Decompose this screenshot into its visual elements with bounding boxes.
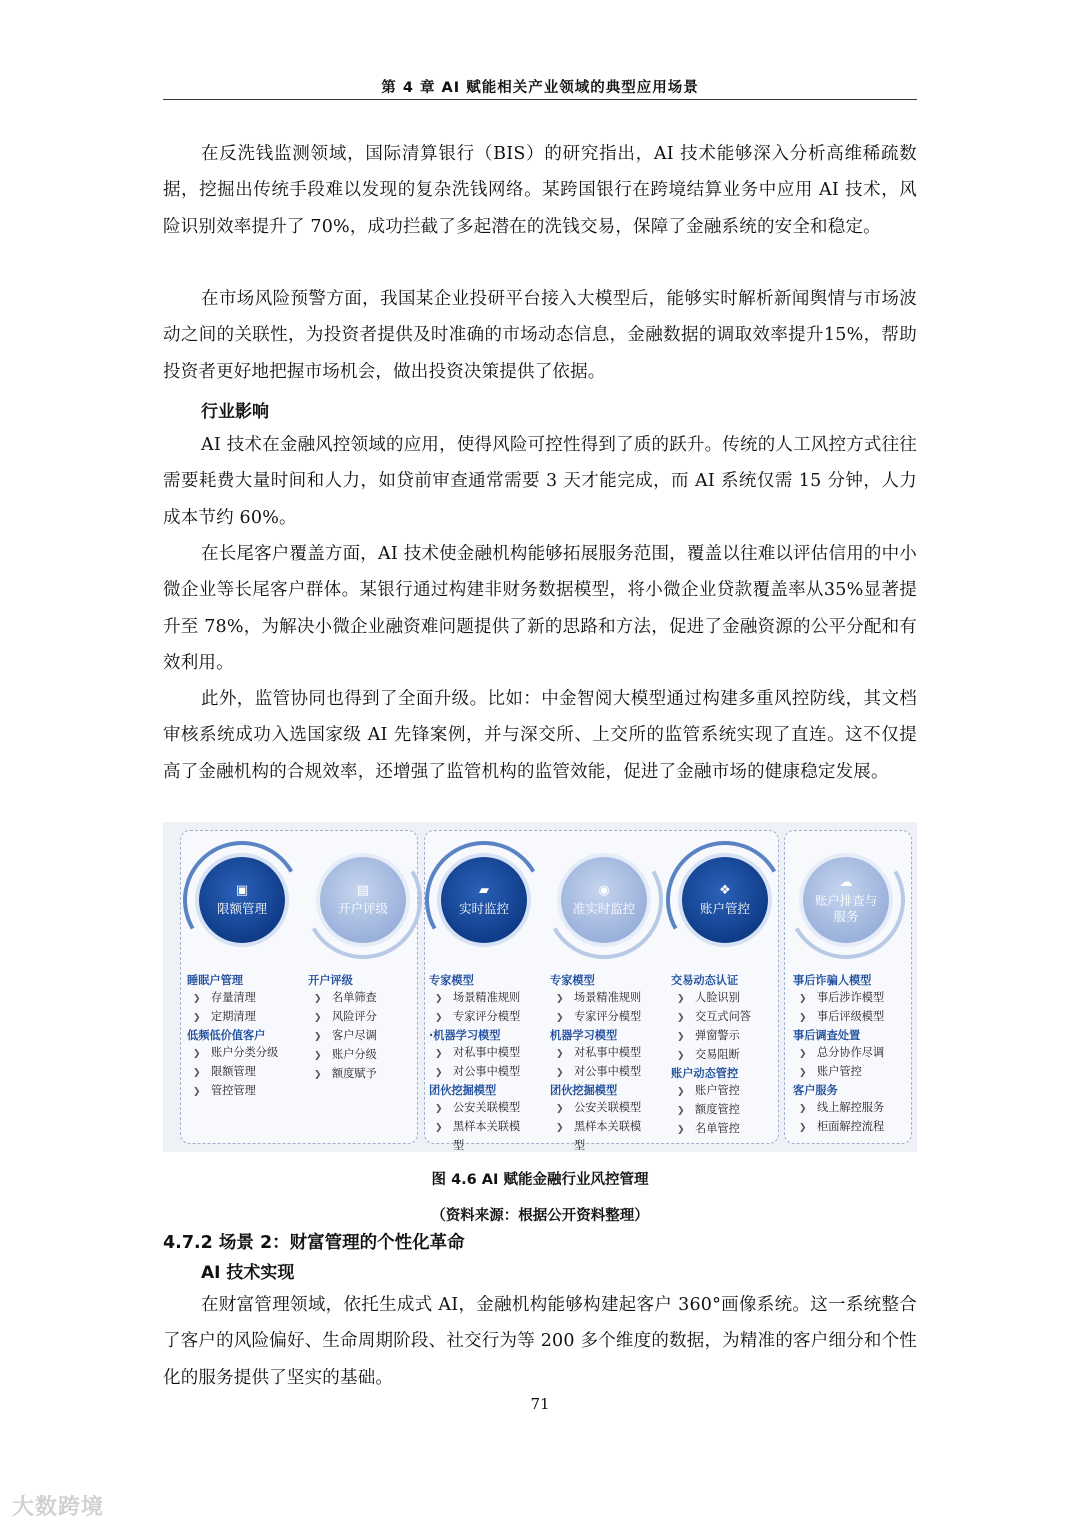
list-item [793, 1099, 884, 1118]
chevron-right-icon: ❯ [314, 994, 322, 1004]
chevron-right-icon: ❯ [677, 994, 685, 1004]
list-item-text: 额度赋予 [332, 1067, 377, 1080]
chevron-right-icon: ❯ [677, 1032, 685, 1042]
chevron-right-icon: ❯ [435, 994, 443, 1004]
chevron-right-icon: ❯ [193, 1087, 201, 1097]
page-number: 71 [530, 1395, 550, 1413]
list-item-text: 黑样本关联模 [453, 1120, 521, 1133]
list-item [550, 989, 641, 1008]
list-item [308, 1046, 377, 1065]
list-item [187, 989, 278, 1008]
group-title: 低频低价值客户 [187, 1029, 266, 1042]
chevron-right-icon: ❯ [799, 1123, 807, 1133]
node-label: 实时监控 [458, 900, 509, 916]
list-item-text: 账户分类分级 [211, 1046, 279, 1059]
list-item [793, 1063, 884, 1082]
list-item [429, 1118, 520, 1137]
node-label: 开户评级 [337, 900, 388, 916]
users-icon: ◉ [598, 882, 610, 898]
chevron-right-icon: ❯ [193, 1013, 201, 1023]
group-title: 客户服务 [793, 1084, 838, 1097]
subhead-industry-impact: 行业影响 [201, 402, 269, 422]
risk-control-figure [163, 822, 917, 1152]
list-item [671, 1027, 751, 1046]
list-item-text: 柜面解控流程 [817, 1120, 885, 1133]
list-item-text: 事后涉诈模型 [817, 991, 885, 1004]
list-item-text: 交易阻断 [695, 1048, 740, 1061]
list-item-text: 人脸识别 [695, 991, 740, 1004]
list-item [429, 989, 520, 1008]
list-item-text: 场景精准规则 [453, 991, 521, 1004]
chevron-right-icon: ❯ [435, 1123, 443, 1133]
list-item-text: 账户管控 [817, 1065, 862, 1078]
list-item-text: 对公事中模型 [574, 1065, 642, 1078]
chevron-right-icon: ❯ [677, 1106, 685, 1116]
chevron-right-icon: ❯ [556, 1013, 564, 1023]
list-item-text: 对私事中模型 [574, 1046, 642, 1059]
group-title: 事后调查处置 [793, 1029, 861, 1042]
node-label: 准实时监控 [572, 900, 636, 916]
list-item [671, 1082, 751, 1101]
folder-icon: ▰ [479, 882, 489, 898]
chevron-right-icon: ❯ [799, 1068, 807, 1078]
chevron-right-icon: ❯ [314, 1013, 322, 1023]
list-item [187, 1082, 278, 1101]
paragraph-aml: 在反洗钱监测领域，国际清算银行（BIS）的研究指出，AI 技术能够深入分析高维稀疏数据，挖掘出传统手段难以发现的复杂洗钱网络。某跨国银行在跨境结算业务中应用 AI 技术，风险识别效率提升了 70%，成功拦截了多起潜在的洗钱交易，保障了金融系统的安全和稳定。 [163, 144, 917, 237]
process-node [199, 857, 285, 943]
process-node [441, 857, 527, 943]
figure-column [187, 972, 278, 1101]
list-item [429, 1008, 520, 1027]
chevron-right-icon: ❯ [556, 1068, 564, 1078]
node-label: 账户排查与服务 [814, 892, 878, 924]
section-title: 4.7.2 场景 2：财富管理的个性化革命 [163, 1233, 465, 1253]
group-title: 开户评级 [308, 974, 353, 987]
list-item [429, 1044, 520, 1063]
list-item-text: 名单筛查 [332, 991, 377, 1004]
list-item [793, 1118, 884, 1137]
watermark: 大数跨境 [12, 1495, 105, 1520]
list-item [187, 1044, 278, 1063]
node-label: 限额管理 [216, 900, 267, 916]
group-title: 交易动态认证 [671, 974, 739, 987]
group-title: 账户动态管控 [671, 1067, 739, 1080]
list-item-text: 场景精准规则 [574, 991, 642, 1004]
paragraph-long-tail: 在长尾客户覆盖方面，AI 技术使金融机构能够拓展服务范围，覆盖以往难以评估信用的中小微企业等长尾客户群体。某银行通过构建非财务数据模型，将小微企业贷款覆盖率从35%显著提升至 78%，为解决小微企业融资难问题提供了新的思路和方法，促进了金融资源的公平分配和有效利用。 [163, 544, 918, 674]
list-item-text: 账户分级 [332, 1048, 377, 1061]
document-icon: ▤ [356, 882, 370, 898]
figure-column [671, 972, 751, 1139]
cloud-icon: ☁ [839, 874, 853, 890]
paragraph-regulation: 此外，监管协同也得到了全面升级。比如：中金智阅大模型通过构建多重风控防线，其文档审核系统成功入选国家级 AI 先锋案例，并与深交所、上交所的监管系统实现了直连。这不仅提高了金融机构的合规效率，还增强了监管机构的监管效能，促进了金融市场的健康稳定发展。 [163, 689, 917, 782]
chevron-right-icon: ❯ [556, 1123, 564, 1133]
chevron-right-icon: ❯ [677, 1051, 685, 1061]
figure-column [793, 972, 884, 1137]
process-node [682, 857, 768, 943]
group-title: 机器学习模型 [550, 1029, 618, 1042]
chevron-right-icon: ❯ [677, 1125, 685, 1135]
list-item-text: 账户管控 [695, 1084, 740, 1097]
chevron-right-icon: ❯ [193, 1068, 201, 1078]
list-item [793, 1044, 884, 1063]
group-title: ·机器学习模型 [429, 1029, 501, 1042]
chevron-right-icon: ❯ [556, 994, 564, 1004]
chevron-right-icon: ❯ [435, 1104, 443, 1114]
subhead-ai-implementation: AI 技术实现 [201, 1263, 295, 1283]
group-title: 睡眠户管理 [187, 974, 243, 987]
list-item-text: 对公事中模型 [453, 1065, 521, 1078]
list-item [550, 1118, 641, 1137]
list-item-text: 定期清理 [211, 1010, 256, 1023]
list-item [308, 1008, 377, 1027]
process-node [803, 857, 889, 943]
chevron-right-icon: ❯ [193, 994, 201, 1004]
figure-column [429, 972, 520, 1154]
chevron-right-icon: ❯ [677, 1013, 685, 1023]
list-item-text: 专家评分模型 [574, 1010, 642, 1023]
chevron-right-icon: ❯ [799, 994, 807, 1004]
chevron-right-icon: ❯ [435, 1068, 443, 1078]
group-title: 团伙挖掘模型 [429, 1084, 497, 1097]
list-item-text: 限额管理 [211, 1065, 256, 1078]
list-item [671, 1008, 751, 1027]
list-item [308, 1027, 377, 1046]
list-item [550, 1099, 641, 1118]
list-item-text: 公安关联模型 [574, 1101, 642, 1114]
list-item [187, 1063, 278, 1082]
list-item [308, 989, 377, 1008]
chevron-right-icon: ❯ [435, 1049, 443, 1059]
chevron-right-icon: ❯ [314, 1032, 322, 1042]
list-item [793, 1008, 884, 1027]
chevron-right-icon: ❯ [799, 1049, 807, 1059]
paragraph-risk-control: AI 技术在金融风控领域的应用，使得风险可控性得到了质的跃升。传统的人工风控方式往往需要耗费大量时间和人力，如贷前审查通常需要 3 天才能完成，而 AI 系统仅需 15 分钟，人力成本节约 60%。 [163, 435, 918, 528]
paragraph-market-risk: 在市场风险预警方面，我国某企业投研平台接入大模型后，能够实时解析新闻舆情与市场波动之间的关联性，为投资者提供及时准确的市场动态信息，金融数据的调取效率提升15%，帮助投资者更好地把握市场机会，做出投资决策提供了依据。 [163, 289, 917, 382]
list-item [308, 1065, 377, 1084]
list-item-text: 名单管控 [695, 1122, 740, 1135]
figure-caption: 图 4.6 AI 赋能金融行业风控管理 [431, 1172, 649, 1188]
list-item [671, 1120, 751, 1139]
list-item [550, 1008, 641, 1027]
process-node [561, 857, 647, 943]
chevron-right-icon: ❯ [799, 1104, 807, 1114]
chevron-right-icon: ❯ [556, 1104, 564, 1114]
list-item-text: 管控管理 [211, 1084, 256, 1097]
chevron-right-icon: ❯ [435, 1013, 443, 1023]
list-item-text: 存量清理 [211, 991, 256, 1004]
list-item-text: 额度管控 [695, 1103, 740, 1116]
group-title: 事后诈骗人模型 [793, 974, 872, 987]
node-label: 账户管控 [699, 900, 750, 916]
header-rule [163, 99, 917, 100]
running-header: 第 4 章 AI 赋能相关产业领域的典型应用场景 [381, 80, 699, 96]
chevron-right-icon: ❯ [556, 1049, 564, 1059]
list-item-text: 事后评级模型 [817, 1010, 885, 1023]
list-item-text: 对私事中模型 [453, 1046, 521, 1059]
list-item-text-wrap: 型 [574, 1139, 586, 1152]
figure-source: （资料来源：根据公开资料整理） [431, 1208, 649, 1224]
list-item-text: 客户尽调 [332, 1029, 377, 1042]
list-item-text: 风险评分 [332, 1010, 377, 1023]
list-item [550, 1044, 641, 1063]
list-item [187, 1008, 278, 1027]
chevron-right-icon: ❯ [677, 1087, 685, 1097]
list-item-text: 线上解控服务 [817, 1101, 885, 1114]
list-item-text: 总分协作尽调 [817, 1046, 885, 1059]
list-item [429, 1063, 520, 1082]
list-item-text: 交互式问答 [695, 1010, 751, 1023]
list-item [671, 1046, 751, 1065]
process-node [320, 857, 406, 943]
settings-grid-icon: ❖ [719, 882, 731, 898]
list-item [429, 1099, 520, 1118]
list-item-text: 黑样本关联模 [574, 1120, 642, 1133]
list-item-text: 专家评分模型 [453, 1010, 521, 1023]
list-item [793, 989, 884, 1008]
list-item-text-wrap: 型 [453, 1139, 465, 1152]
chevron-right-icon: ❯ [314, 1051, 322, 1061]
group-title: 专家模型 [429, 974, 474, 987]
list-item-text: 公安关联模型 [453, 1101, 521, 1114]
group-title: 团伙挖掘模型 [550, 1084, 618, 1097]
list-item-text: 弹窗警示 [695, 1029, 740, 1042]
clipboard-icon: ▣ [235, 882, 249, 898]
list-item [671, 989, 751, 1008]
figure-column [550, 972, 641, 1154]
group-title: 专家模型 [550, 974, 595, 987]
chevron-right-icon: ❯ [799, 1013, 807, 1023]
chevron-right-icon: ❯ [314, 1070, 322, 1080]
list-item [550, 1063, 641, 1082]
list-item [671, 1101, 751, 1120]
figure-column [308, 972, 377, 1084]
chevron-right-icon: ❯ [193, 1049, 201, 1059]
paragraph-wealth-management: 在财富管理领域，依托生成式 AI，金融机构能够构建起客户 360°画像系统。这一系统整合了客户的风险偏好、生命周期阶段、社交行为等 200 多个维度的数据，为精准的客户细分和个性化的服务提供了坚实的基础。 [163, 1295, 917, 1388]
